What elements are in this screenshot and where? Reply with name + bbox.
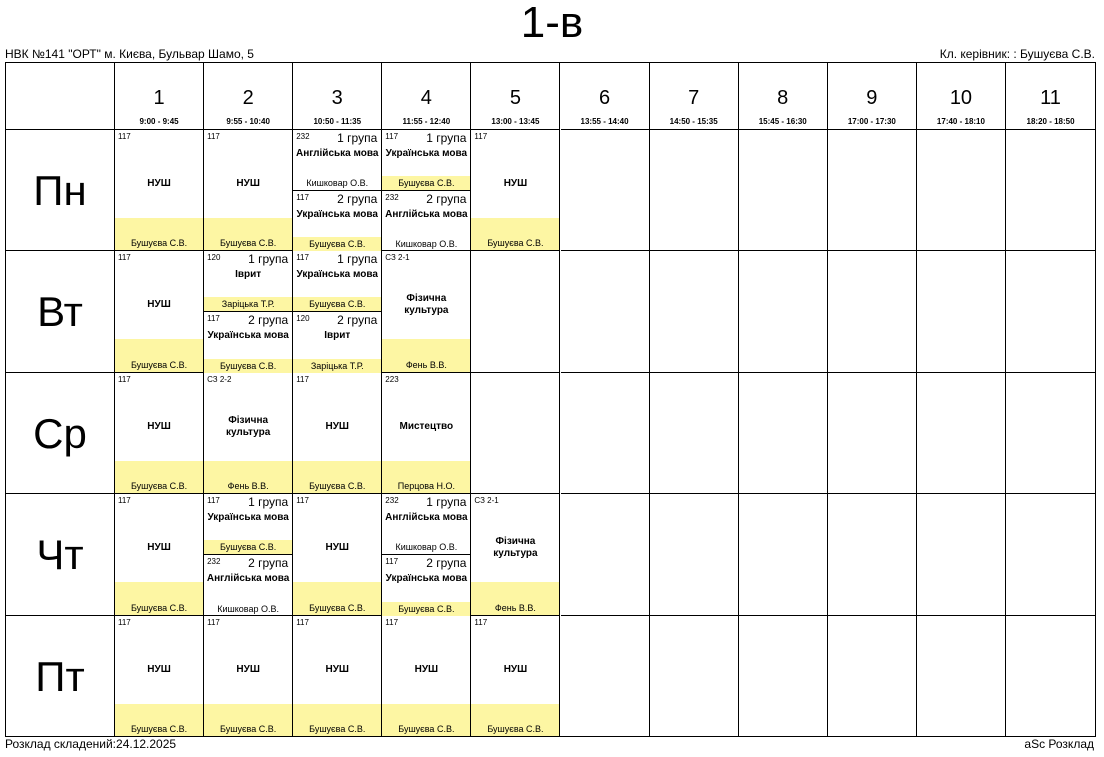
lesson-cell[interactable] (204, 130, 293, 251)
teacher-name: Фень В.В. (227, 481, 269, 492)
day-label (6, 373, 115, 494)
teacher-name: Заріцька Т.Р. (293, 359, 381, 373)
period-number: 8 (777, 87, 789, 109)
room-number: 117 (296, 374, 309, 384)
period-header (739, 63, 828, 130)
period-number: 7 (688, 87, 700, 109)
day-label (6, 251, 115, 372)
room-number: СЗ 2-1 (385, 253, 410, 263)
period-time: 17:00 - 17:30 (847, 117, 896, 126)
lesson-group[interactable] (204, 251, 292, 312)
teacher-name: Заріцька Т.Р. (204, 297, 292, 311)
lesson-block[interactable] (293, 494, 381, 614)
room-number: 117 (207, 132, 220, 141)
subject-name: НУШ (147, 542, 171, 554)
period-time: 9:55 - 10:40 (226, 117, 270, 126)
subject-name: Українська мова (207, 512, 289, 524)
lesson-cell[interactable] (917, 494, 1006, 615)
group-label: 1 група (248, 252, 289, 267)
lesson-group[interactable] (204, 494, 292, 555)
room-number: 117 (296, 192, 309, 202)
lesson-block[interactable] (471, 616, 559, 736)
lesson-block[interactable] (115, 373, 203, 493)
period-time: 13:00 - 13:45 (491, 117, 540, 126)
lesson-cell[interactable] (204, 494, 293, 615)
room-number: 117 (118, 617, 131, 627)
lesson-group[interactable] (204, 555, 292, 616)
lesson-cell[interactable] (561, 373, 650, 494)
teacher-name: Бушуєва С.В. (130, 481, 188, 492)
lesson-block[interactable] (115, 251, 203, 371)
lesson-group[interactable] (293, 312, 381, 373)
group-label: 1 група (426, 495, 467, 510)
lesson-cell[interactable] (382, 373, 471, 494)
lesson-cell[interactable] (115, 494, 204, 615)
lesson-cell[interactable] (828, 616, 917, 737)
period-number: 6 (598, 87, 611, 109)
period-time: 14:50 - 15:35 (669, 117, 718, 126)
lesson-group[interactable] (382, 555, 470, 616)
room-number: 117 (385, 617, 399, 627)
lesson-cell[interactable] (382, 494, 471, 615)
lesson-cell[interactable] (739, 373, 828, 494)
subject-name: Фізична культура (493, 536, 538, 560)
period-time: 15:45 - 16:30 (758, 117, 807, 126)
lesson-cell[interactable] (917, 251, 1006, 372)
room-number: 117 (207, 617, 220, 627)
lesson-cell[interactable] (828, 373, 917, 494)
subject-name: Англійська мова (206, 572, 290, 584)
teacher-name: Кишковар О.В. (395, 239, 458, 250)
lesson-cell[interactable] (471, 373, 560, 494)
group-label: 1 група (248, 495, 289, 510)
room-number: 232 (296, 132, 310, 141)
teacher-name: Бушуєва С.В. (204, 359, 292, 373)
lesson-cell[interactable] (917, 130, 1006, 251)
lesson-block[interactable] (471, 130, 559, 250)
lesson-cell[interactable] (739, 251, 828, 372)
lesson-cell[interactable] (1006, 373, 1095, 494)
teacher-name: Бушуєва С.В. (130, 723, 188, 734)
period-number: 4 (420, 87, 432, 109)
lesson-block[interactable] (382, 251, 470, 371)
lesson-cell[interactable] (739, 130, 828, 251)
subject-name: НУШ (236, 663, 260, 675)
lesson-group[interactable] (204, 312, 292, 373)
lesson-cell[interactable] (293, 251, 382, 372)
subject-name: Іврит (235, 269, 262, 281)
room-number: СЗ 2-1 (474, 496, 499, 506)
room-number: 120 (207, 253, 221, 263)
teacher-name: Фень В.В. (405, 359, 447, 370)
lesson-cell[interactable] (1006, 130, 1095, 251)
period-header (561, 63, 650, 130)
teacher-name: Кишковар О.В. (217, 603, 279, 614)
lesson-cell[interactable] (382, 130, 471, 251)
lesson-block[interactable] (293, 373, 381, 493)
subject-name: Українська мова (296, 208, 378, 220)
group-label: 1 група (426, 131, 467, 145)
day-name: Чт (36, 531, 84, 579)
room-number: 223 (385, 374, 399, 384)
day-label (6, 494, 115, 615)
room-number: 117 (296, 496, 309, 506)
period-header (204, 63, 293, 130)
room-number: 117 (118, 374, 131, 384)
room-number: 232 (385, 496, 399, 506)
teacher-name: Бушуєва С.В. (309, 481, 366, 492)
subject-name: Фізична культура (225, 414, 271, 438)
group-label: 2 група (248, 555, 289, 570)
lesson-cell[interactable] (650, 616, 739, 737)
period-header (1006, 63, 1095, 130)
lesson-group[interactable] (382, 130, 470, 191)
teacher-name: Бушуєва С.В. (398, 723, 455, 734)
lesson-cell[interactable] (650, 251, 739, 372)
lesson-cell[interactable] (204, 251, 293, 372)
subject-name: Українська мова (385, 148, 468, 159)
room-number: 117 (207, 314, 220, 324)
teacher-name: Бушуєва С.В. (130, 238, 188, 249)
lesson-cell[interactable] (917, 616, 1006, 737)
lesson-cell[interactable] (561, 130, 650, 251)
subject-name: Англійська мова (385, 208, 468, 220)
day-name: Пн (33, 167, 87, 214)
day-name: Вт (37, 288, 83, 336)
lesson-cell[interactable] (382, 251, 471, 372)
lesson-cell[interactable] (115, 251, 204, 372)
lesson-block[interactable] (204, 130, 292, 250)
group-label: 2 група (426, 555, 467, 570)
period-number: 2 (242, 87, 254, 109)
subject-name: НУШ (147, 299, 171, 311)
period-number: 3 (331, 87, 343, 109)
room-number: 232 (207, 556, 221, 566)
lesson-cell[interactable] (293, 373, 382, 494)
lesson-block[interactable] (115, 616, 203, 736)
teacher-name: Фень В.В. (494, 602, 536, 613)
lesson-block[interactable] (382, 616, 470, 736)
period-time: 13:55 - 14:40 (580, 117, 629, 126)
subject-name: Іврит (324, 330, 351, 342)
group-label: 1 група (337, 252, 378, 267)
subject-name: НУШ (147, 420, 171, 432)
lesson-cell[interactable] (293, 494, 382, 615)
subject-name: НУШ (236, 178, 260, 189)
lesson-cell[interactable] (561, 251, 650, 372)
period-number: 11 (1040, 87, 1061, 109)
period-header (650, 63, 739, 130)
page-title: 1-в (520, 0, 584, 47)
teacher-name: Бушуєва С.В. (487, 723, 544, 734)
lesson-cell[interactable] (471, 616, 560, 737)
lesson-cell[interactable] (739, 494, 828, 615)
teacher-name: Бушуєва С.В. (382, 602, 470, 616)
generated-date: Розклад складений:24.12.2025 (5, 737, 177, 751)
subject-name: Фізична культура (404, 293, 449, 317)
header-corner (6, 63, 115, 130)
lesson-cell[interactable] (650, 373, 739, 494)
lesson-cell[interactable] (828, 130, 917, 251)
group-label: 2 група (426, 191, 467, 206)
timetable-grid (5, 62, 1096, 737)
teacher-name: Бушуєва С.В. (130, 359, 188, 370)
subject-name: Українська мова (207, 330, 289, 342)
subject-name: НУШ (503, 663, 528, 675)
teacher-name: Бушуєва С.В. (309, 602, 366, 613)
period-header (471, 63, 560, 130)
day-name: Пт (35, 652, 85, 700)
teacher-name: Бушуєва С.В. (487, 238, 544, 249)
subject-name: НУШ (325, 663, 349, 675)
lesson-block[interactable] (204, 616, 292, 736)
subject-name: Українська мова (385, 572, 468, 584)
period-time: 11:55 - 12:40 (402, 117, 451, 126)
day-label (6, 616, 115, 737)
lesson-cell[interactable] (471, 251, 560, 372)
lesson-cell[interactable] (115, 130, 204, 251)
lesson-cell[interactable] (471, 130, 560, 251)
teacher-name: Бушуєва С.В. (204, 540, 292, 554)
lesson-cell[interactable] (204, 373, 293, 494)
class-teacher: Кл. керівник: : Бушуєва С.В. (939, 47, 1095, 61)
subject-name: НУШ (325, 420, 349, 432)
teacher-name: Бушуєва С.В. (220, 238, 277, 249)
lesson-cell[interactable] (1006, 494, 1095, 615)
group-label: 2 група (337, 313, 378, 328)
teacher-name: Кишковар О.В. (306, 177, 369, 188)
subject-name: НУШ (147, 178, 171, 189)
group-label: 1 група (337, 131, 378, 145)
lesson-cell[interactable] (204, 616, 293, 737)
room-number: СЗ 2-2 (207, 374, 232, 384)
subject-name: Англійська мова (385, 512, 468, 524)
lesson-block[interactable] (204, 373, 292, 493)
lesson-cell[interactable] (828, 494, 917, 615)
lesson-cell[interactable] (382, 616, 471, 737)
subject-name: Англійська мова (296, 148, 379, 159)
lesson-block[interactable] (382, 373, 470, 493)
lesson-group[interactable] (293, 251, 381, 312)
lesson-cell[interactable] (650, 494, 739, 615)
lesson-cell[interactable] (917, 373, 1006, 494)
lesson-cell[interactable] (115, 373, 204, 494)
room-number: 232 (385, 192, 399, 202)
lesson-block[interactable] (293, 616, 381, 736)
lesson-block[interactable] (115, 494, 203, 614)
lesson-cell[interactable] (293, 130, 382, 251)
teacher-name: Бушуєва С.В. (309, 723, 366, 734)
room-number: 117 (118, 496, 131, 506)
period-number: 9 (866, 87, 878, 109)
lesson-block[interactable] (471, 494, 559, 614)
teacher-name: Бушуєва С.В. (130, 602, 188, 613)
period-header (917, 63, 1006, 130)
lesson-cell[interactable] (828, 251, 917, 372)
teacher-name: Кишковар О.В. (395, 541, 458, 552)
period-number: 5 (509, 87, 521, 109)
period-header (382, 63, 471, 130)
software-credit: aSc Розклад (1024, 737, 1094, 751)
subject-name: НУШ (503, 178, 528, 189)
day-label (6, 130, 115, 251)
period-header (293, 63, 382, 130)
lesson-cell[interactable] (471, 494, 560, 615)
period-header (828, 63, 917, 130)
group-label: 2 група (337, 191, 378, 206)
period-header (115, 63, 204, 130)
period-time: 18:20 - 18:50 (1026, 117, 1075, 126)
room-number: 117 (385, 132, 399, 141)
room-number: 117 (474, 617, 488, 627)
period-number: 1 (153, 87, 165, 109)
subject-name: НУШ (414, 663, 439, 675)
lesson-cell[interactable] (1006, 616, 1095, 737)
teacher-name: Бушуєва С.В. (293, 237, 381, 251)
room-number: 117 (118, 253, 131, 263)
lesson-cell[interactable] (561, 494, 650, 615)
teacher-name: Перцова Н.О. (397, 481, 455, 492)
lesson-cell[interactable] (739, 616, 828, 737)
room-number: 117 (474, 132, 488, 141)
day-name: Ср (33, 409, 87, 457)
lesson-cell[interactable] (1006, 251, 1095, 372)
room-number: 120 (296, 314, 310, 324)
lesson-group[interactable] (382, 494, 470, 555)
room-number: 117 (207, 496, 220, 506)
teacher-name: Бушуєва С.В. (382, 176, 470, 190)
room-number: 117 (385, 556, 399, 566)
subject-name: НУШ (325, 542, 349, 554)
period-time: 9:00 - 9:45 (139, 117, 179, 126)
subject-name: Українська мова (296, 269, 378, 281)
lesson-group[interactable] (293, 130, 381, 191)
teacher-name: Бушуєва С.В. (220, 723, 277, 734)
period-number: 10 (949, 87, 973, 109)
teacher-name: Бушуєва С.В. (293, 297, 381, 311)
lesson-group[interactable] (293, 191, 381, 252)
room-number: 117 (118, 132, 131, 141)
room-number: 117 (296, 253, 309, 263)
lesson-cell[interactable] (561, 616, 650, 737)
lesson-cell[interactable] (293, 616, 382, 737)
lesson-group[interactable] (382, 191, 470, 252)
subject-name: НУШ (147, 663, 171, 675)
lesson-block[interactable] (115, 130, 203, 250)
lesson-cell[interactable] (115, 616, 204, 737)
subject-name: Мистецтво (399, 420, 454, 432)
school-name: НВК №141 "ОРТ" м. Києва, Бульвар Шамо, 5 (5, 47, 254, 61)
lesson-cell[interactable] (650, 130, 739, 251)
period-time: 10:50 - 11:35 (313, 117, 362, 126)
group-label: 2 група (248, 313, 289, 328)
period-time: 17:40 - 18:10 (936, 117, 985, 126)
room-number: 117 (296, 617, 309, 627)
